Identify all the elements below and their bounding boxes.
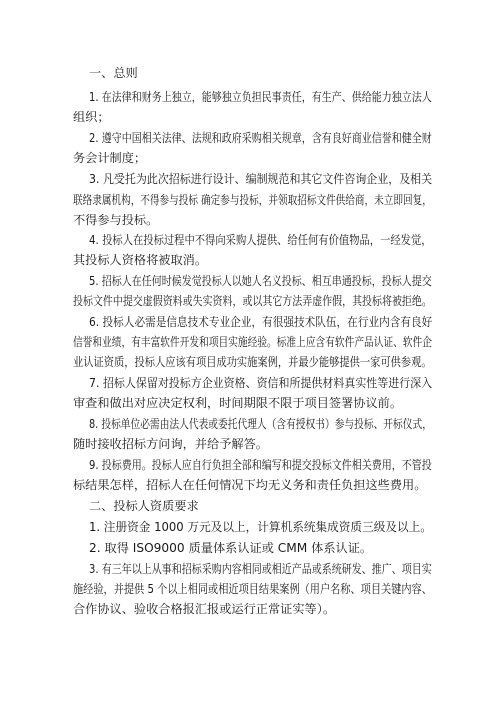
item-7-line-1: 7. 招标人保留对投标方企业资格、资信和所提供材料真实性等进行深入 — [89, 376, 433, 390]
item-4-line-1: 4. 投标人在投标过程中不得向采购人提供、给任何有价值物品，一经发觉， — [89, 233, 432, 247]
item-6-line-1: 6. 投标人必需是信息技术专业企业，有很强技术队伍，在行业内含有良好 — [89, 315, 433, 329]
item-5-line-2: 投标文件中提交虚假资料或失实资料，或以其它方法弄虚作假，其投标将被拒绝。 — [73, 294, 432, 308]
item-6-line-2: 信誉和业绩，有丰富软件开发和项目实施经验。标准上应含有软件产品认证、软件企 — [73, 335, 432, 349]
item-2-line-1: 2. 遵守中国相关法律、法规和政府采购相关规章，含有良好商业信誉和健全财 — [89, 131, 432, 145]
item-3-line-3: 不得参与投标。 — [73, 213, 159, 227]
item-1-line-1: 1. 在法律和财务上独立，能够独立负担民事责任，有生产、供给能力独立法人 — [89, 90, 432, 104]
item-5-line-1: 5. 招标人在任何时候发觉投标人以她人名义投标、相互串通投标，投标人提交 — [89, 274, 432, 288]
qual-item-3-line-3: 合作协议、验收合格报汇报或运行正常证实等）。 — [73, 602, 336, 616]
qual-item-3-line-1: 3. 有三年以上从事和招标采购内容相同或相近产品或系统研发、推广、项目实 — [89, 562, 432, 576]
item-6-line-3: 业认证资质，投标人应该有项目成功实施案例，并最少能够提供一家可供参观。 — [73, 355, 432, 369]
qual-item-2-line-1: 2. 取得 ISO9000 质量体系认证或 CMM 体系认证。 — [89, 541, 373, 555]
qual-item-3-line-2: 施经验，并提供 5 个以上相同或相近项目结果案例（用户名称、项目关键内容、 — [73, 582, 432, 596]
item-8-line-1: 8. 投标单位必需由法人代表或委托代理人（含有授权书）参与投标、开标仪式， — [89, 417, 432, 431]
item-9-line-2: 标结果怎样，招标人在任何情况下均无义务和责任负担这些费用。 — [73, 478, 427, 492]
item-8-line-2: 随时接收招标方问询，并给予解答。 — [73, 437, 268, 451]
section-heading-general: 一、总则 — [89, 66, 138, 80]
item-7-line-2: 审查和做出对应决定权利，时间期限不限于项目签署协议前。 — [73, 396, 403, 410]
section-heading-qualifications: 二、投标人资质要求 — [89, 499, 199, 513]
item-9-line-1: 9. 投标费用。投标人应自行负担全部和编写和提交投标文件相关费用，不管投 — [89, 458, 432, 472]
item-3-line-1: 3. 凡受托为此次招标进行设计、编制规范和其它文件咨询企业，及相关 — [89, 172, 433, 186]
item-3-line-2: 联络隶属机构，不得参与投标 确定参与投标，并领取招标文件供给商，未立即回复， — [73, 193, 432, 207]
qual-item-1-line-1: 1. 注册资金 1000 万元及以上，计算机系统集成资质三级及以上。 — [89, 520, 432, 534]
item-1-line-2: 组织； — [73, 110, 110, 124]
item-4-line-2: 其投标人资格将被取消。 — [73, 253, 208, 267]
item-2-line-2: 务会计制度； — [73, 151, 147, 165]
